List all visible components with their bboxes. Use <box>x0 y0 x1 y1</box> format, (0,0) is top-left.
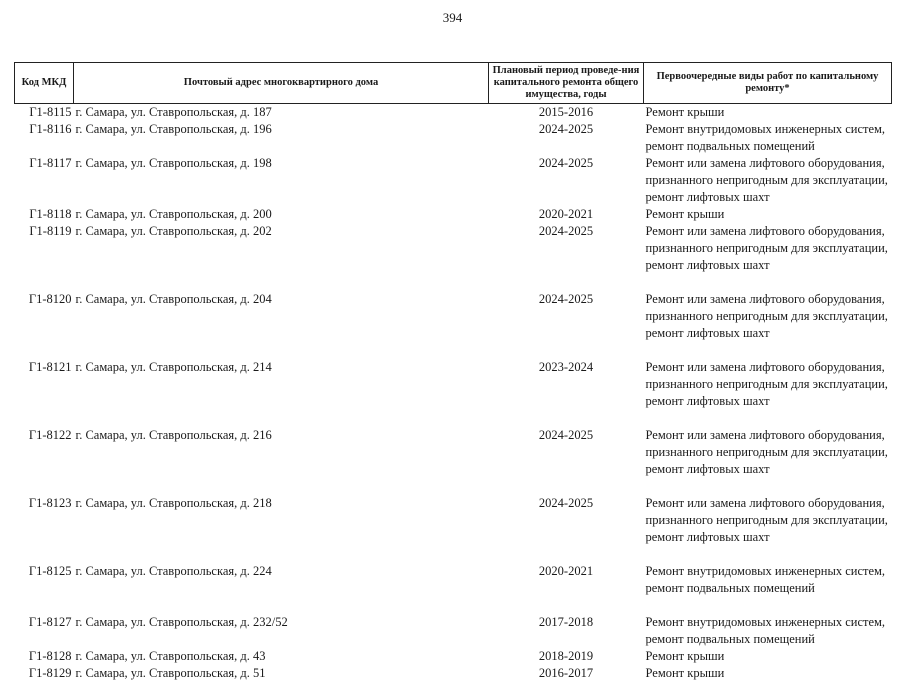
repair-period: 2024-2025 <box>489 121 644 155</box>
mkd-code: Г1-8122 <box>15 427 74 478</box>
repair-period: 2015-2016 <box>489 104 644 122</box>
header-works: Первоочередные виды работ по капитальному ремонту* <box>644 63 892 104</box>
repair-period: 2024-2025 <box>489 291 644 342</box>
repair-works <box>644 206 892 223</box>
repair-works-line: ремонт лифтовых шахт <box>646 257 890 274</box>
repair-works-line: Ремонт внутридомовых инженерных систем, <box>646 121 890 138</box>
repair-works <box>644 121 892 155</box>
mkd-address: г. Самара, ул. Ставропольская, д. 51 <box>74 665 489 682</box>
repair-works-line: признанного непригодным для эксплуатации, <box>646 444 890 461</box>
repair-period: 2023-2024 <box>489 359 644 410</box>
header-address: Почтовый адрес многоквартирного дома <box>74 63 489 104</box>
page-number: 394 <box>0 10 905 26</box>
table-row <box>15 155 892 206</box>
table-row <box>15 495 892 546</box>
repair-period: 2020-2021 <box>489 206 644 223</box>
repair-works-line: Ремонт или замена лифтового оборудования, <box>646 291 890 308</box>
repair-works-line: Ремонт или замена лифтового оборудования, <box>646 155 890 172</box>
repair-works-line: Ремонт крыши <box>646 206 890 223</box>
repair-works <box>644 614 892 648</box>
repair-works-line: Ремонт или замена лифтового оборудования, <box>646 495 890 512</box>
repair-works-line: ремонт подвальных помещений <box>646 580 890 597</box>
mkd-code: Г1-8129 <box>15 665 74 682</box>
header-period: Плановый период проведе-ния капитального ремонта общего имущества, годы <box>489 63 644 104</box>
mkd-address: г. Самара, ул. Ставропольская, д. 216 <box>74 427 489 478</box>
repair-period: 2024-2025 <box>489 427 644 478</box>
repair-works-line: Ремонт внутридомовых инженерных систем, <box>646 563 890 580</box>
table-row <box>15 121 892 155</box>
repair-works-line: Ремонт крыши <box>646 665 890 682</box>
table-row <box>15 223 892 274</box>
mkd-address: г. Самара, ул. Ставропольская, д. 218 <box>74 495 489 546</box>
repair-works-line: Ремонт или замена лифтового оборудования, <box>646 427 890 444</box>
repair-works <box>644 359 892 410</box>
mkd-code: Г1-8128 <box>15 648 74 665</box>
repair-works-line: признанного непригодным для эксплуатации, <box>646 240 890 257</box>
repair-works <box>644 495 892 546</box>
row-spacer <box>15 478 892 495</box>
repair-period: 2017-2018 <box>489 614 644 648</box>
repair-works-line: признанного непригодным для эксплуатации, <box>646 376 890 393</box>
table-row <box>15 563 892 597</box>
table-row <box>15 104 892 122</box>
repair-works <box>644 155 892 206</box>
repair-works-line: ремонт лифтовых шахт <box>646 189 890 206</box>
table-header-row <box>15 63 892 104</box>
mkd-code: Г1-8118 <box>15 206 74 223</box>
repair-works <box>644 104 892 122</box>
repair-works <box>644 648 892 665</box>
header-code: Код МКД <box>15 63 74 104</box>
repair-period: 2024-2025 <box>489 155 644 206</box>
row-spacer <box>15 342 892 359</box>
repair-works-line: Ремонт или замена лифтового оборудования, <box>646 359 890 376</box>
mkd-code: Г1-8119 <box>15 223 74 274</box>
repair-period: 2024-2025 <box>489 223 644 274</box>
row-spacer <box>15 274 892 291</box>
mkd-code: Г1-8121 <box>15 359 74 410</box>
repair-works <box>644 291 892 342</box>
repair-works-line: ремонт лифтовых шахт <box>646 529 890 546</box>
repair-works-line: Ремонт крыши <box>646 104 890 121</box>
mkd-address: г. Самара, ул. Ставропольская, д. 43 <box>74 648 489 665</box>
table-row <box>15 665 892 682</box>
mkd-code: Г1-8115 <box>15 104 74 122</box>
repair-works-line: Ремонт крыши <box>646 648 890 665</box>
mkd-address: г. Самара, ул. Ставропольская, д. 198 <box>74 155 489 206</box>
mkd-address: г. Самара, ул. Ставропольская, д. 196 <box>74 121 489 155</box>
repair-works-line: признанного непригодным для эксплуатации, <box>646 172 890 189</box>
table-row <box>15 648 892 665</box>
repair-works-line: ремонт лифтовых шахт <box>646 461 890 478</box>
mkd-address: г. Самара, ул. Ставропольская, д. 224 <box>74 563 489 597</box>
table-row <box>15 291 892 342</box>
mkd-address: г. Самара, ул. Ставропольская, д. 214 <box>74 359 489 410</box>
mkd-code: Г1-8123 <box>15 495 74 546</box>
row-spacer <box>15 410 892 427</box>
mkd-code: Г1-8127 <box>15 614 74 648</box>
repair-period: 2018-2019 <box>489 648 644 665</box>
repair-works-line: признанного непригодным для эксплуатации, <box>646 308 890 325</box>
repair-works-line: ремонт лифтовых шахт <box>646 393 890 410</box>
repair-works-line: Ремонт внутридомовых инженерных систем, <box>646 614 890 631</box>
table-row <box>15 427 892 478</box>
mkd-code: Г1-8116 <box>15 121 74 155</box>
repair-works <box>644 665 892 682</box>
mkd-address: г. Самара, ул. Ставропольская, д. 202 <box>74 223 489 274</box>
mkd-address: г. Самара, ул. Ставропольская, д. 204 <box>74 291 489 342</box>
mkd-address: г. Самара, ул. Ставропольская, д. 187 <box>74 104 489 122</box>
repair-registry-table <box>14 62 892 682</box>
mkd-code: Г1-8125 <box>15 563 74 597</box>
repair-works-line: ремонт лифтовых шахт <box>646 325 890 342</box>
repair-period: 2020-2021 <box>489 563 644 597</box>
repair-period: 2024-2025 <box>489 495 644 546</box>
repair-works <box>644 223 892 274</box>
table-body <box>15 104 892 682</box>
mkd-address: г. Самара, ул. Ставропольская, д. 232/52 <box>74 614 489 648</box>
mkd-code: Г1-8117 <box>15 155 74 206</box>
table-row <box>15 359 892 410</box>
repair-works-line: Ремонт или замена лифтового оборудования, <box>646 223 890 240</box>
repair-works-line: ремонт подвальных помещений <box>646 631 890 648</box>
repair-works-line: признанного непригодным для эксплуатации, <box>646 512 890 529</box>
repair-works-line: ремонт подвальных помещений <box>646 138 890 155</box>
mkd-code: Г1-8120 <box>15 291 74 342</box>
row-spacer <box>15 597 892 614</box>
table-row <box>15 206 892 223</box>
repair-works <box>644 563 892 597</box>
mkd-address: г. Самара, ул. Ставропольская, д. 200 <box>74 206 489 223</box>
repair-works <box>644 427 892 478</box>
repair-period: 2016-2017 <box>489 665 644 682</box>
table-row <box>15 614 892 648</box>
row-spacer <box>15 546 892 563</box>
